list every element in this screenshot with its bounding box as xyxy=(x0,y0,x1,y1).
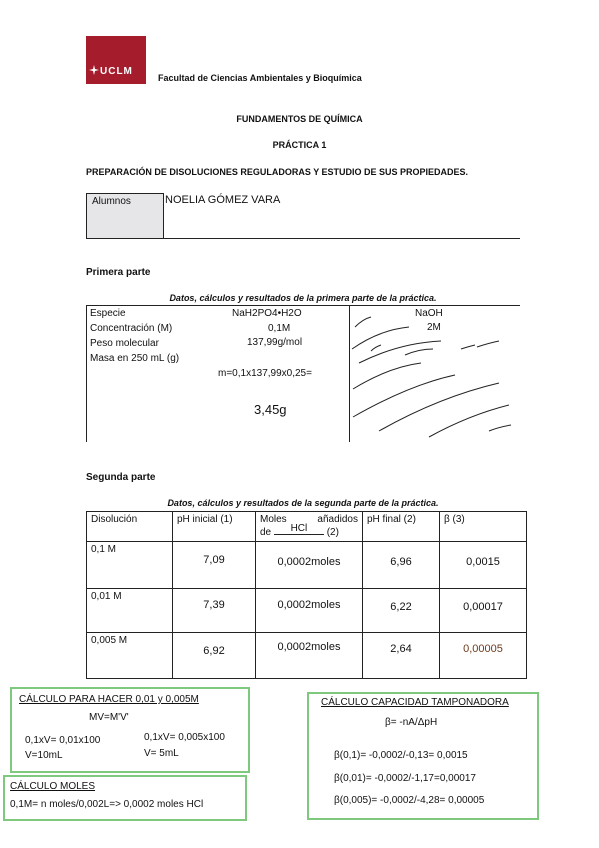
subject-title: PREPARACIÓN DE DISOLUCIONES REGULADORAS Y ESTUDIO DE SUS PROPIEDADES. xyxy=(86,167,469,177)
p1-molecular-weight-1: 137,99g/mol xyxy=(247,337,303,348)
p1-concentration-2: 2M xyxy=(427,322,441,333)
course-title: FUNDAMENTOS DE QUÍMICA xyxy=(236,114,363,124)
p1-label-species: Especie xyxy=(90,308,126,319)
calc-buffer-box xyxy=(307,692,539,820)
part2-heading: Segunda parte xyxy=(86,472,156,483)
th-dissolution: Disolución xyxy=(87,512,173,542)
th-moles: Moles añadidos de HCl (2) xyxy=(256,512,363,542)
table-row: 0,1 M 7,09 0,0002moles 6,96 0,0015 xyxy=(87,542,527,589)
table-row: 0,005 M 6,92 0,0002moles 2,64 0,00005 xyxy=(87,633,527,679)
calc-buffer-formula: β= -nA/ΔpH xyxy=(385,717,438,728)
calc-dilution-box xyxy=(10,687,250,773)
calc-moles-text: 0,1M= n moles/0,002L=> 0,0002 moles HCl xyxy=(10,799,204,810)
crossed-out-strokes xyxy=(349,305,520,442)
part2-caption: Datos, cálculos y resultados de la segunda parte de la práctica. xyxy=(167,498,439,508)
table-row: 0,01 M 7,39 0,0002moles 6,22 0,00017 xyxy=(87,589,527,633)
th-ph-initial: pH inicial (1) xyxy=(173,512,256,542)
logo-emblem-icon xyxy=(89,65,99,75)
p1-mass-result: 3,45g xyxy=(254,402,287,417)
logo-text: UCLM xyxy=(100,66,133,77)
calc-dilution-title: CÁLCULO PARA HACER 0,01 y 0,005M xyxy=(19,694,199,705)
th-ph-final: pH final (2) xyxy=(363,512,440,542)
students-label: Alumnos xyxy=(92,196,131,207)
calc-buffer-line3: β(0,005)= -0,0002/-4,28= 0,00005 xyxy=(334,795,485,806)
part1-heading: Primera parte xyxy=(86,267,151,278)
p1-species-1: NaH2PO4•H2O xyxy=(232,308,302,319)
student-name: NOELIA GÓMEZ VARA xyxy=(165,194,281,206)
p1-mass-formula: m=0,1x137,99x0,25= xyxy=(218,368,312,379)
part2-table xyxy=(86,511,527,679)
calc-dilution-left1: 0,1xV= 0,01x100 xyxy=(25,735,101,746)
uclm-logo xyxy=(86,36,146,84)
faculty-name: Facultad de Ciencias Ambientales y Bioquímica xyxy=(158,73,362,83)
p1-label-concentration: Concentración (M) xyxy=(90,323,173,334)
calc-moles-title: CÁLCULO MOLES xyxy=(10,781,96,792)
calc-dilution-formula: MV=M'V' xyxy=(89,712,129,723)
part1-caption: Datos, cálculos y resultados de la primera parte de la práctica. xyxy=(169,293,437,303)
calc-dilution-left2: V=10mL xyxy=(25,750,63,761)
calc-moles-box xyxy=(3,775,247,821)
calc-dilution-right2: V= 5mL xyxy=(144,748,179,759)
calc-buffer-line1: β(0,1)= -0,0002/-0,13= 0,0015 xyxy=(334,750,468,761)
calc-buffer-title: CÁLCULO CAPACIDAD TAMPONADORA xyxy=(321,697,509,708)
p1-species-2: NaOH xyxy=(415,308,443,319)
th-beta: β (3) xyxy=(440,512,527,542)
practice-title: PRÁCTICA 1 xyxy=(272,140,327,150)
p1-label-mass: Masa en 250 mL (g) xyxy=(90,353,180,364)
calc-dilution-right1: 0,1xV= 0,005x100 xyxy=(144,732,225,743)
calc-buffer-line2: β(0,01)= -0,0002/-1,17=0,00017 xyxy=(334,773,476,784)
p1-label-molecular-weight: Peso molecular xyxy=(90,338,159,349)
p1-concentration-1: 0,1M xyxy=(268,323,291,334)
